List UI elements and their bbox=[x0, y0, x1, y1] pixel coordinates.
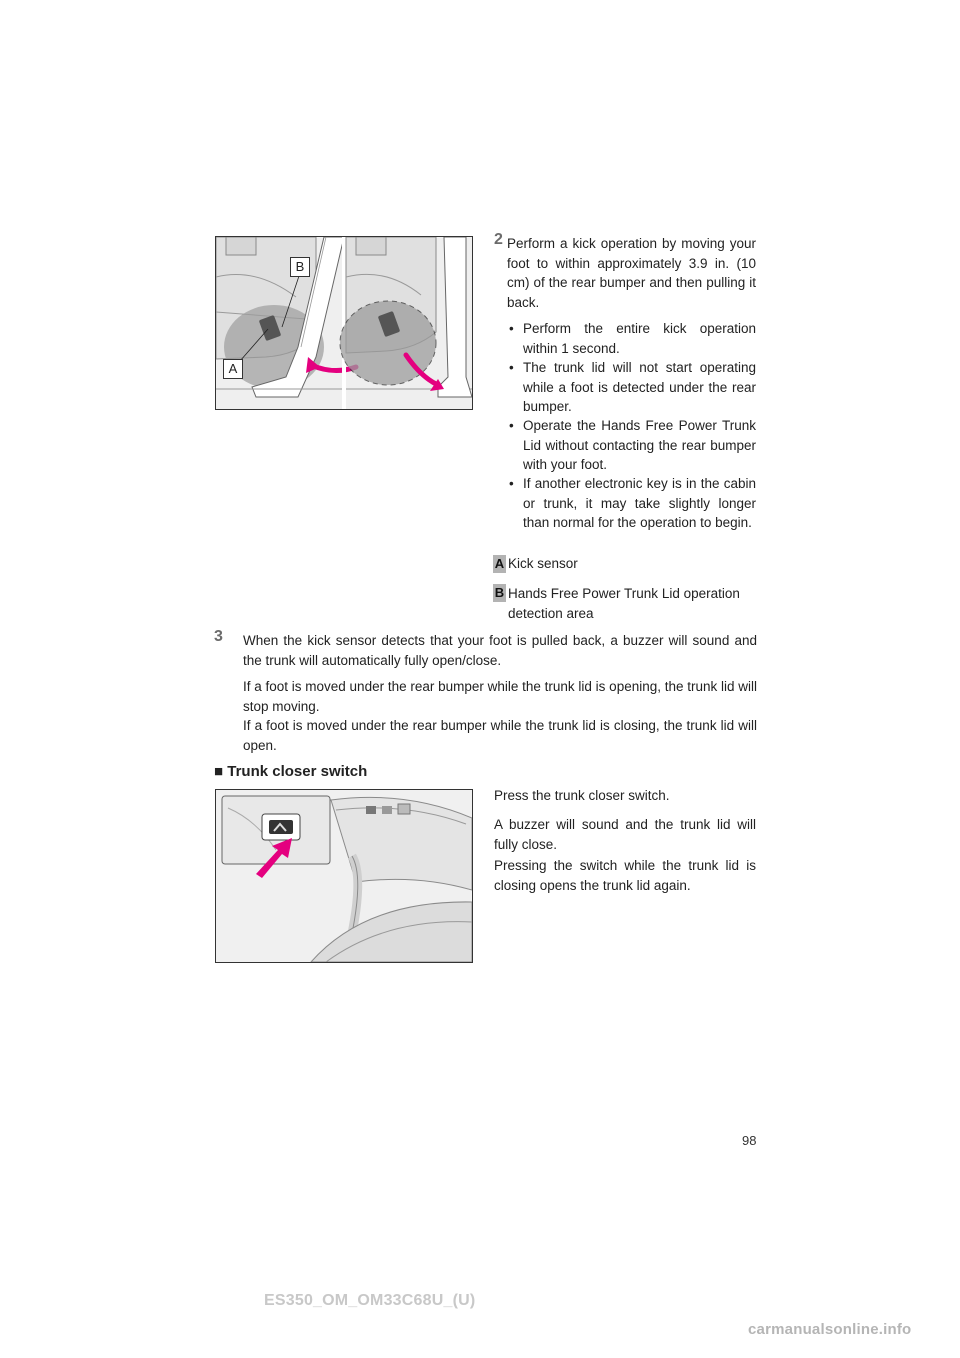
bullet-text: Operate the Hands Free Power Trunk Lid without contacting the rear bumper with your foot. bbox=[523, 418, 756, 472]
bullet-item bbox=[509, 474, 756, 554]
section-marker: ■ bbox=[214, 763, 224, 780]
page-number: 98 bbox=[742, 1133, 757, 1148]
figure-label-a: A bbox=[223, 359, 243, 379]
step-3-paragraph-1: If a foot is moved under the rear bumper while the trunk lid is opening, the trunk lid will stop moving. bbox=[243, 679, 758, 714]
step-3-text: When the kick sensor detects that your foot is pulled back, a buzzer will sound and the trunk will automatically fully open/close. bbox=[243, 633, 757, 668]
bullet-glyph: • bbox=[509, 418, 514, 433]
callout-b: B bbox=[494, 585, 505, 600]
legend-kick-sensor: Kick sensor bbox=[508, 556, 578, 571]
kick-sensor-figure bbox=[215, 236, 473, 410]
trunk-closer-figure bbox=[215, 789, 473, 963]
bullet-text: The trunk lid will not start operating while a foot is detected under the rear bumper. bbox=[523, 360, 756, 414]
closer-paragraph-2: A buzzer will sound and the trunk lid will fully close. bbox=[494, 817, 756, 852]
step-2-text: Perform a kick operation by moving your foot to within approximately 3.9 in. (10 cm) of the rear bumper and then pulling it back. bbox=[507, 236, 756, 310]
bullet-glyph: • bbox=[509, 360, 514, 375]
callout-a: A bbox=[494, 556, 505, 571]
closer-paragraph-1: Press the trunk closer switch. bbox=[494, 788, 670, 803]
closer-paragraph-3: Pressing the switch while the trunk lid is closing opens the trunk lid again. bbox=[494, 858, 756, 893]
bullet-text: If another electronic key is in the cabin or trunk, it may take slightly longer than normal for the operation to begin. bbox=[523, 476, 756, 530]
kick-sensor-illustration bbox=[216, 237, 472, 409]
footer-code: ES350_OM_OM33C68U_(U) bbox=[264, 1292, 476, 1309]
bullet-item bbox=[509, 416, 756, 476]
watermark: carmanualsonline.info bbox=[748, 1321, 912, 1338]
bullet-item bbox=[509, 319, 756, 359]
step-3-paragraph-2: If a foot is moved under the rear bumper while the trunk lid is closing, the trunk lid will open. bbox=[243, 718, 757, 753]
step-3-number: 3 bbox=[214, 628, 223, 645]
bullet-item bbox=[509, 358, 756, 418]
step-2-number: 2 bbox=[494, 231, 503, 248]
trunk-closer-illustration bbox=[216, 790, 472, 962]
legend-detection-area: Hands Free Power Trunk Lid operation detection area bbox=[508, 586, 740, 621]
section-heading bbox=[214, 763, 367, 780]
bullet-text: Perform the entire kick operation within 1 second. bbox=[523, 321, 756, 356]
bullet-glyph: • bbox=[509, 476, 514, 491]
figure-label-b: B bbox=[290, 257, 310, 277]
section-title: Trunk closer switch bbox=[227, 763, 368, 780]
bullet-glyph: • bbox=[509, 321, 514, 336]
